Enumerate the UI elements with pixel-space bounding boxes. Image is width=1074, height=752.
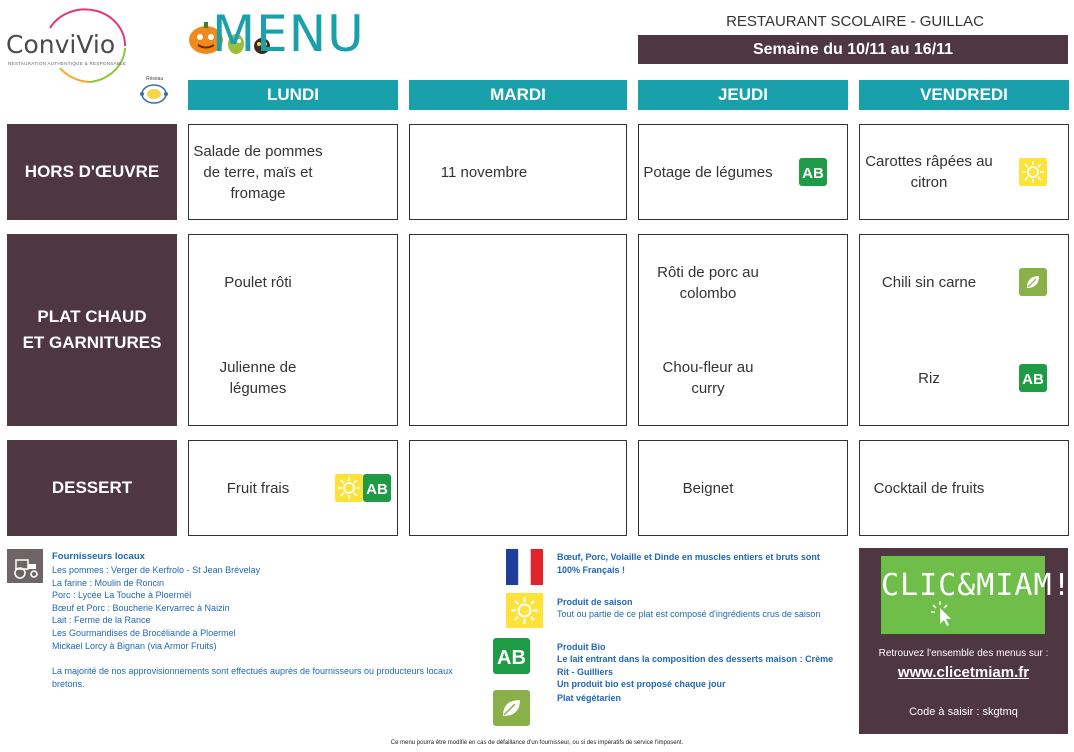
day-header-lundi: LUNDI	[188, 80, 398, 110]
vendredi-hors-doeuvre-text	[859, 151, 999, 193]
reseau-label: Réseau	[146, 76, 164, 82]
legend-bio-line: Rit - Guilliers	[557, 666, 614, 677]
category-plat-chaud	[7, 234, 177, 426]
bio-ab-icon	[799, 158, 827, 186]
cell-vendredi-plat	[859, 234, 1069, 426]
lundi-hors-doeuvre-line: fromage	[230, 185, 286, 202]
vendredi-plat-text: Chili sin carne	[881, 274, 977, 291]
week-range: Semaine du 10/11 au 16/11	[638, 35, 1068, 64]
footer-disclaimer: Ce menu pourra être modifié en cas de défaillance d'un fournisseur, ou si des impératifs de service l'imposent.	[390, 740, 684, 746]
day-header-vendredi: VENDREDI	[859, 80, 1069, 110]
jeudi-garniture-text	[638, 357, 778, 399]
legend-bio-lines	[557, 653, 833, 691]
legend-majorite-line: bretons.	[52, 678, 85, 689]
legend-france-line: Bœuf, Porc, Volaille et Dinde en muscles entiers et bruts sont	[557, 552, 820, 562]
vegetarian-leaf-icon	[1019, 268, 1047, 296]
category-dessert-label: DESSERT	[51, 478, 133, 497]
day-header-jeudi: JEUDI	[638, 80, 848, 110]
lundi-hors-doeuvre-line: Salade de pommes	[193, 143, 323, 160]
legend-fournisseur: Les pommes : Verger de Kerfrolo - St Jean Brévelay	[52, 565, 261, 575]
legend-majorite	[52, 665, 453, 690]
svg-text:AB: AB	[802, 165, 824, 182]
tractor-icon	[7, 549, 43, 583]
day-header-mardi: MARDI	[409, 80, 627, 110]
bio-ab-icon	[363, 474, 391, 502]
vendredi-dessert-text: Cocktail de fruits	[873, 480, 985, 497]
lundi-hors-doeuvre-line: de terre, maïs et	[203, 164, 313, 181]
cell-mardi-dessert	[409, 440, 627, 536]
cursor-click-icon	[930, 600, 956, 628]
jeudi-plat-text	[638, 262, 778, 304]
cell-mardi-plat	[409, 234, 627, 426]
lundi-hors-doeuvre-text	[188, 141, 328, 204]
vendredi-hors-doeuvre-line: Carottes râpées au	[865, 153, 993, 170]
legend-fournisseurs-list	[52, 564, 260, 652]
legend-fournisseurs-title: Fournisseurs locaux	[52, 551, 145, 562]
lundi-garniture-text	[188, 357, 328, 399]
legend-saison-text: Tout ou partie de ce plat est composé d'ingrédients crus de saison	[557, 609, 821, 619]
legend-majorite-line: La majorité de nos approvisionnements sont effectués auprès de fournisseurs ou producteurs locaux	[52, 666, 453, 676]
legend-bio-title: Produit Bio	[557, 642, 606, 652]
category-hors-doeuvre	[7, 124, 177, 220]
legend-france-line: 100% Français !	[557, 564, 626, 575]
category-hors-doeuvre-label: HORS D'ŒUVRE	[24, 162, 160, 181]
bio-ab-icon	[1019, 364, 1047, 392]
season-sun-icon	[1019, 158, 1047, 186]
svg-text:AB: AB	[366, 481, 388, 498]
category-dessert	[7, 440, 177, 536]
legend-fournisseur: Bœuf et Porc : Boucherie Kervarrec à Naizin	[52, 602, 230, 613]
legend-fournisseur: Les Gourmandises de Brocéliande à Ploermel	[52, 627, 236, 638]
clicetmiam-code: Code à saisir : skgtmq	[909, 706, 1018, 718]
restaurant-name: RESTAURANT SCOLAIRE - GUILLAC	[726, 13, 984, 30]
jeudi-garniture-line: Chou-fleur au	[662, 359, 754, 376]
reseau-badge-icon	[136, 80, 172, 104]
svg-text:AB: AB	[497, 647, 526, 669]
clicetmiam-text: Retrouvez l'ensemble des menus sur :	[878, 648, 1049, 659]
legend-saison-title: Produit de saison	[557, 597, 633, 607]
jeudi-hors-doeuvre-text: Potage de légumes	[643, 164, 773, 181]
legend-vege-title: Plat végétarien	[557, 693, 622, 703]
legend-bio-line: Un produit bio est proposé chaque jour	[557, 679, 726, 690]
jeudi-dessert-text: Beignet	[682, 480, 734, 497]
jeudi-plat-line: Rôti de porc au	[657, 264, 759, 281]
jeudi-plat-line: colombo	[679, 285, 737, 302]
menu-title: MENU	[212, 5, 365, 63]
lundi-plat-text: Poulet rôti	[224, 274, 292, 291]
legend-bio-line: Le lait entrant dans la composition des desserts maison : Crème	[557, 654, 834, 664]
svg-text:AB: AB	[1022, 371, 1044, 388]
clicetmiam-logo: CLIC&MIAM!	[881, 568, 1072, 603]
lundi-garniture-line: Julienne de	[219, 359, 297, 376]
category-plat-chaud-label: PLAT CHAUD	[37, 307, 147, 326]
mardi-hors-doeuvre-text: 11 novembre	[440, 164, 528, 181]
convivio-logo-subtitle: RESTAURATION AUTHENTIQUE & RESPONSABLE	[8, 61, 127, 66]
bio-ab-icon	[493, 638, 530, 674]
season-sun-icon	[506, 593, 543, 628]
french-flag-icon	[506, 549, 543, 585]
lundi-dessert-text: Fruit frais	[226, 480, 290, 497]
legend-fournisseur: Porc : Lycée La Touche à Ploermël	[52, 590, 192, 601]
lundi-garniture-line: légumes	[229, 380, 287, 397]
legend-fournisseur: Mickael Lorcy à Bignan (via Armor Fruits)	[52, 640, 217, 651]
convivio-logo: ConviVio	[6, 30, 116, 59]
vegetarian-leaf-icon	[493, 690, 530, 726]
legend-fournisseur: Lait : Ferme de la Rance	[52, 615, 151, 626]
legend-fournisseur: La farine : Moulin de Roncin	[52, 577, 165, 588]
vendredi-hors-doeuvre-line: citron	[910, 174, 948, 191]
legend-france	[557, 551, 820, 576]
category-garnitures-label: ET GARNITURES	[22, 333, 162, 352]
jeudi-garniture-line: curry	[691, 380, 725, 397]
season-sun-icon	[335, 474, 363, 502]
clicetmiam-link[interactable]: www.clicetmiam.fr	[897, 664, 1030, 681]
vendredi-garniture-text: Riz	[918, 370, 940, 387]
